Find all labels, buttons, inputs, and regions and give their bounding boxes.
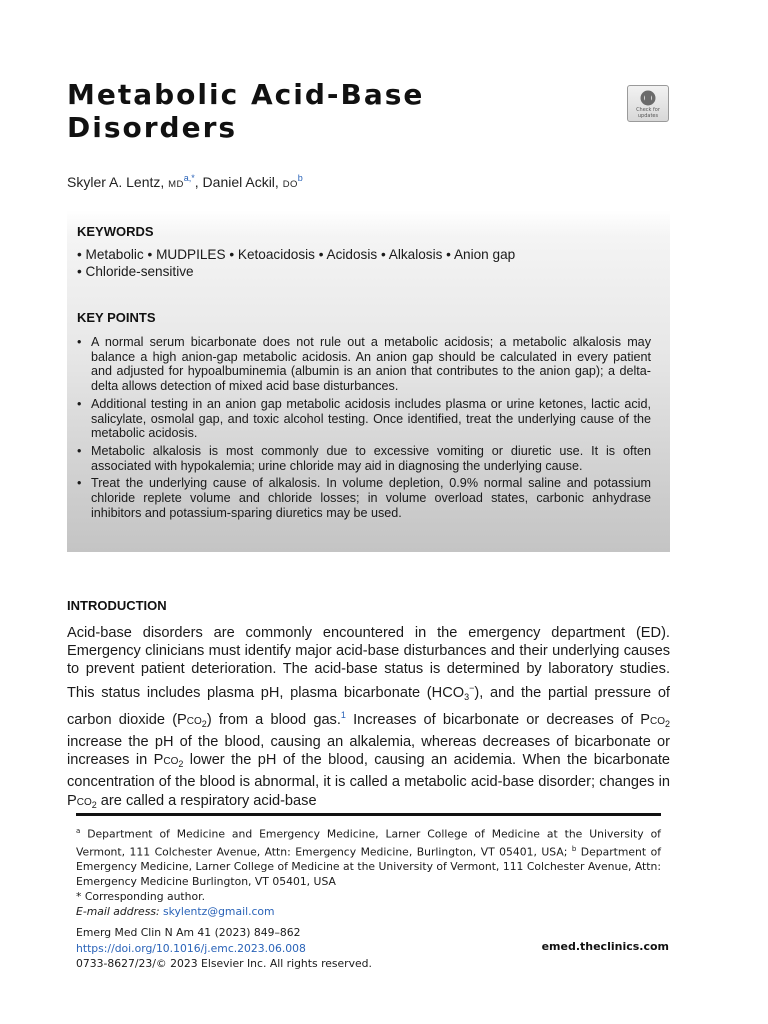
corresponding-author-note: * Corresponding author. — [76, 890, 205, 904]
affiliation-text: $^a$ Department of Medicine and Emergency Medicine, Larner College of Medicine at the University of Vermont, 111 Colchester Avenue, Attn: Emergency Medicine, Burlington, VT 05401, USA; $^b$ Department of Emergency Medicine, Larner College of Medicine at the University of Vermont, 111 Colchester Avenue, Attn: Emergency Medicine Burlington, VT 05401, USA — [76, 827, 661, 889]
introduction-heading: INTRODUCTION — [67, 598, 167, 613]
key-points-heading: KEY POINTS — [77, 310, 156, 325]
keywords-list — [77, 246, 657, 280]
keyword-item: • Metabolic — [77, 247, 144, 262]
email-label: E-mail address: — [76, 905, 160, 919]
badge-text-line-2: updates — [637, 113, 659, 119]
key-point-item: • Treat the underlying cause of alkalosis. In volume depletion, 0.9% normal saline and potassium chloride replete volume and chloride losses; in volume overload states, carbonic anhydrase inhibitors and potassium-sparing diuretics may be used. — [77, 476, 651, 520]
doi-link[interactable]: https://doi.org/10.1016/j.emc.2023.06.008 — [76, 941, 306, 955]
check-for-updates-button[interactable] — [627, 85, 669, 122]
key-point-item: • Metabolic alkalosis is most commonly due to excessive vomiting or diuretic use. It is often associated with hypokalemia; urine chloride may aid in diagnosing the underlying cause. — [77, 444, 651, 473]
keyword-item: • MUDPILES — [147, 247, 226, 262]
key-point-item: • A normal serum bicarbonate does not rule out a metabolic acidosis; a metabolic alkalosis may balance a high anion-gap metabolic acidosis. An anion gap should be calculated in every patient and adjusted for hypoalbuminemia (albumin is an anion that contributes to the anion gap); a delta-delta allows detection of mixed acid base disturbances. — [77, 335, 651, 394]
badge-text-line-1: Check for — [636, 107, 660, 113]
author-1-degree: MD — [168, 179, 184, 190]
key-point-item: • Additional testing in an anion gap metabolic acidosis includes plasma or urine ketones, lactic acid, salicylate, osmolal gap, and toxic alcohol testing. Once identified, treat the underlying cause of the metabolic acidosis. — [77, 397, 651, 441]
check-for-updates-icon — [638, 89, 658, 107]
author-1-name: Skyler A. Lentz, — [67, 174, 165, 190]
keywords-keypoints-box — [67, 210, 670, 552]
keyword-item: • Anion gap — [446, 247, 516, 262]
article-title — [67, 78, 547, 144]
footnote-divider — [76, 813, 661, 816]
title-line-1: Metabolic Acid-Base — [67, 78, 425, 111]
reference-link-1[interactable]: 1 — [340, 709, 346, 720]
copyright-line: 0733-8627/23/© 2023 Elsevier Inc. All rights reserved. — [76, 957, 372, 970]
author-line — [67, 174, 303, 190]
author-2-degree: DO — [282, 179, 298, 190]
author-2-name: Daniel Ackil, — [202, 174, 279, 190]
introduction-paragraph: Acid-base disorders are commonly encountered in the emergency department (ED). Emergency clinicians must identify major acid-base disturbances and their underlying causes to prevent patient deterioration. The acid-base status is determined by laboratory studies. This status includes plasma pH, plasma bicarbonate $(HCO_3^-)$, and the partial pressure of carbon dioxide $(PCO_2)$ from a blood gas.$^1$ Increases of bicarbonate or decreases of $PCO_2$ increase the pH of the blood, causing an alkalemia, whereas decreases of bicarbonate or increases in $PCO_2$ lower the pH of the blood, causing an acidemia. When the bicarbonate concentration of the blood is abnormal, it is called a metabolic acid-base disorder; changes in $PCO_2$ are called a respiratory acid-base — [67, 625, 670, 810]
keywords-heading: KEYWORDS — [77, 224, 154, 239]
title-line-2: Disorders — [67, 111, 238, 144]
key-points-list — [77, 335, 651, 523]
keyword-item: • Ketoacidosis — [229, 247, 315, 262]
journal-site-link[interactable]: emed.theclinics.com — [541, 940, 669, 953]
author-2-affiliation-link[interactable]: b — [297, 173, 303, 183]
author-1-affiliation-link[interactable]: a,* — [183, 173, 195, 183]
affiliations-footnote — [76, 824, 661, 919]
keyword-item: • Acidosis — [318, 247, 378, 262]
keyword-item: • Chloride-sensitive — [77, 264, 194, 279]
keyword-item: • Alkalosis — [380, 247, 443, 262]
author-separator: , — [194, 174, 199, 190]
email-line — [76, 904, 661, 919]
journal-citation: Emerg Med Clin N Am 41 (2023) 849–862 — [76, 926, 301, 939]
email-link[interactable]: skylentz@gmail.com — [163, 905, 275, 919]
